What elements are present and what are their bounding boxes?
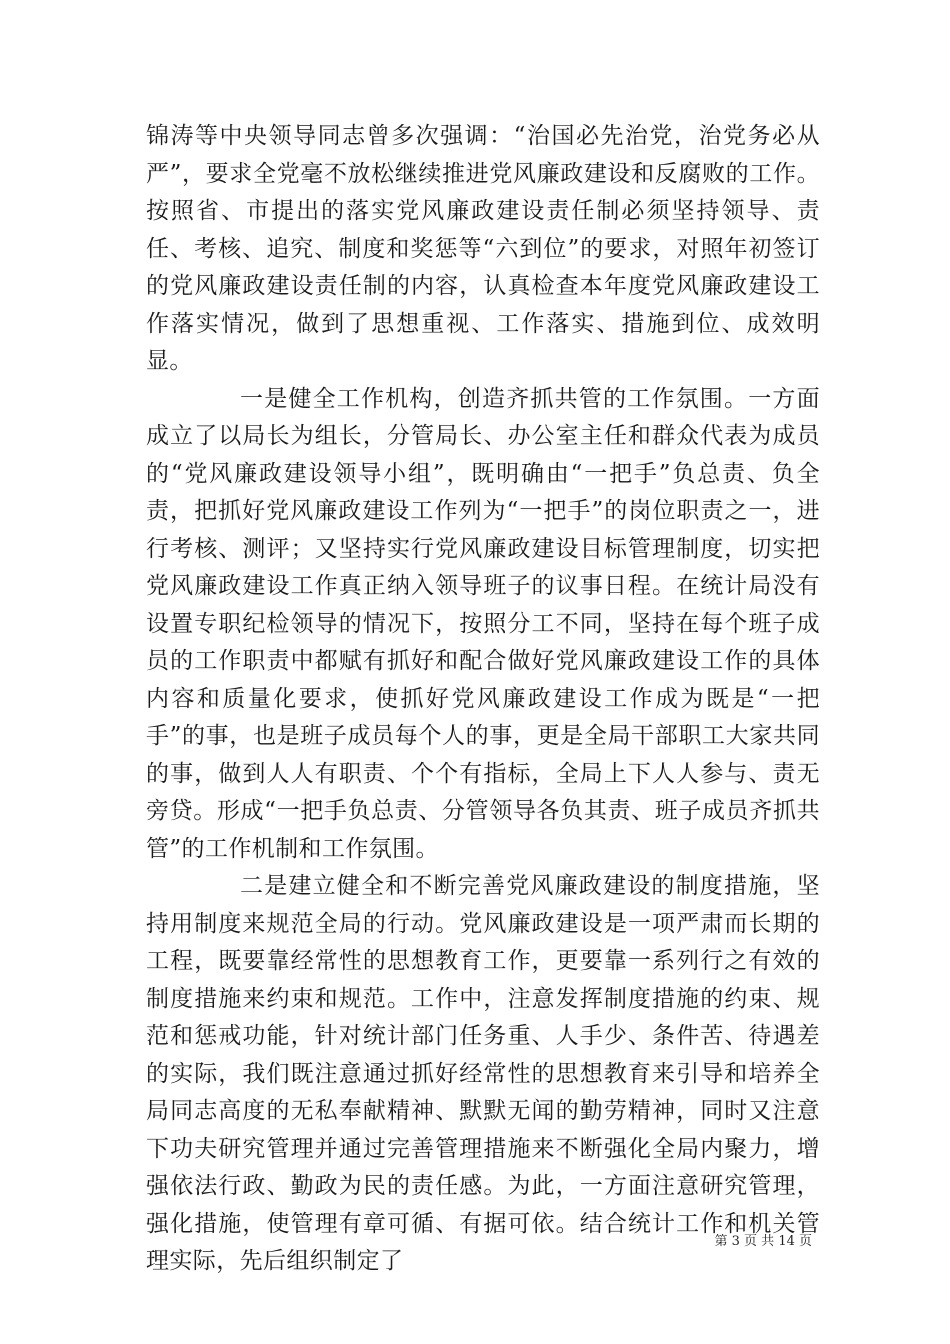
paragraph-intro: 锦涛等中央领导同志曾多次强调：“治国必先治党，治党务必从严”，要求全党毫不放松继续推进党风廉政建设和反腐败的工作。按照省、市提出的落实党风廉政建设责任制必须坚持领导、责任、考核、追究、制度和奖惩等“六到位”的要求，对照年初签订的党风廉政建设责任制的内容，认真检查本年度党风廉政建设工作落实情况，做到了思想重视、工作落实、措施到位、成效明显。 (146, 123, 820, 374)
paragraph-work-mechanism: 一是健全工作机构，创造齐抓共管的工作氛围。一方面成立了以局长为组长，分管局长、办公室主任和群众代表为成员的“党风廉政建设领导小组”，既明确由“一把手”负总责、负全责，把抓好党风廉政建设工作列为“一把手”的岗位职责之一，进行考核、测评；又坚持实行党风廉政建设目标管理制度，切实把党风廉政建设工作真正纳入领导班子的议事日程。在统计局没有设置专职纪检领导的情况下，按照分工不同，坚持在每个班子成员的工作职责中都赋有抓好和配合做好党风廉政建设工作的具体内容和质量化要求，使抓好党风廉政建设工作成为既是“一把手”的事，也是班子成员每个人的事，更是全局干部职工大家共同的事，做到人人有职责、个个有指标，全局上下人人参与、责无旁贷。形成“一把手负总责、分管领导各负其责、班子成员齐抓共管”的工作机制和工作氛围。 (146, 385, 820, 862)
page-number-footer: 第 3 页 共 14 页 (714, 1234, 812, 1249)
paragraph-system-measures: 二是建立健全和不断完善党风廉政建设的制度措施，坚持用制度来规范全局的行动。党风廉政建设是一项严肃而长期的工程，既要靠经常性的思想教育工作，更要靠一系列行之有效的制度措施来约束和规范。工作中，注意发挥制度措施的约束、规范和惩戒功能，针对统计部门任务重、人手少、条件苦、待遇差的实际，我们既注意通过抓好经常性的思想教育来引导和培养全局同志高度的无私奉献精神、默默无闻的勤劳精神，同时又注意下功夫研究管理并通过完善管理措施来不断强化全局内聚力，增强依法行政、勤政为民的责任感。为此，一方面注意研究管理，强化措施，使管理有章可循、有据可依。结合统计工作和机关管理实际，先后组织制定了 (146, 873, 820, 1274)
document-body (146, 118, 820, 1281)
